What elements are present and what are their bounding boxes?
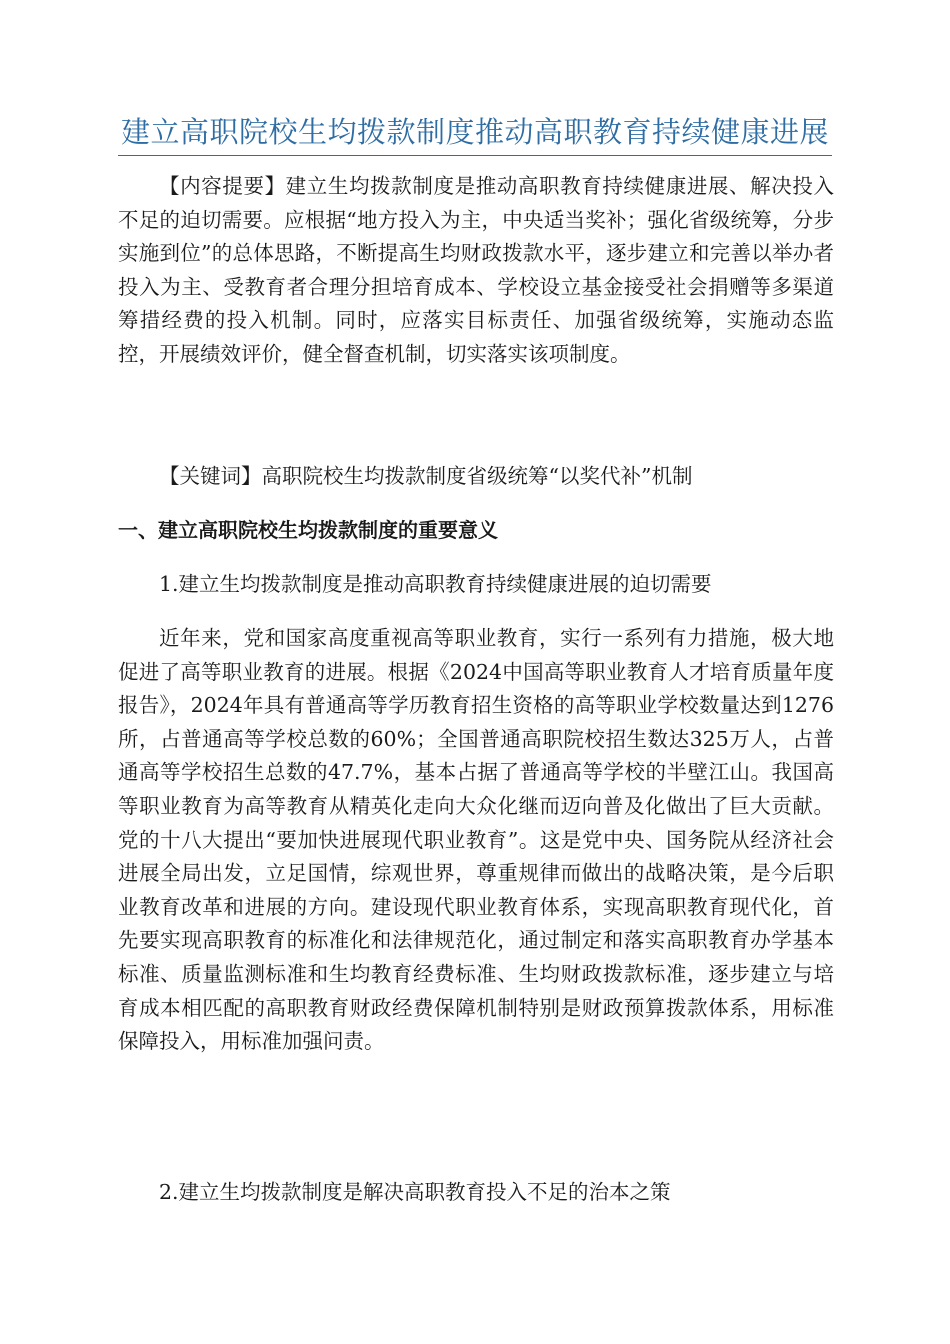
abstract-paragraph: 【内容提要】建立生均拨款制度是推动高职教育持续健康进展、解决投入不足的迫切需要。应根据“地方投入为主，中央适当奖补；强化省级统筹，分步实施到位”的总体思路，不断提高生均财政拨款水平，逐步建立和完善以举办者投入为主、受教育者合理分担培育成本、学校设立基金接受社会捐赠等多渠道筹措经费的投入机制。同时，应落实目标责任、加强省级统筹，实施动态监控，开展绩效评价，健全督查机制，切实落实该项制度。 <box>118 174 834 366</box>
body-paragraph: 近年来，党和国家高度重视高等职业教育，实行一系列有力措施，极大地促进了高等职业教育的进展。根据《2024中国高等职业教育人才培育质量年度报告》，2024年具有普通高等学历教育招生资格的高等职业学校数量达到1276所，占普通高等学校总数的60%；全国普通高职院校招生数达325万人，占普通高等学校招生总数的47.7%，基本占据了普通高等学校的半壁江山。我国高等职业教育为高等教育从精英化走向大众化继而迈向普及化做出了巨大贡献。党的十八大提出“要加快进展现代职业教育”。这是党中央、国务院从经济社会进展全局出发，立足国情，综观世界，尊重规律而做出的战略决策，是今后职业教育改革和进展的方向。建设现代职业教育体系，实现高职教育现代化，首先要实现高职教育的标准化和法律规范化，通过制定和落实高职教育办学基本标准、质量监测标准和生均教育经费标准、生均财政拨款标准，逐步建立与培育成本相匹配的高职教育财政经费保障机制特别是财政预算拨款体系，用标准保障投入，用标准加强问责。 <box>118 626 834 1054</box>
title-underline <box>118 155 832 156</box>
keywords-paragraph: 【关键词】高职院校生均拨款制度省级统筹“以奖代补”机制 <box>159 464 693 488</box>
subsection-heading-2: 2.建立生均拨款制度是解决高职教育投入不足的治本之策 <box>159 1180 671 1204</box>
subsection-heading-1: 1.建立生均拨款制度是推动高职教育持续健康进展的迫切需要 <box>159 572 712 596</box>
section-heading: 一、建立高职院校生均拨款制度的重要意义 <box>118 518 498 542</box>
document-title: 建立高职院校生均拨款制度推动高职教育持续健康进展 <box>120 115 829 149</box>
